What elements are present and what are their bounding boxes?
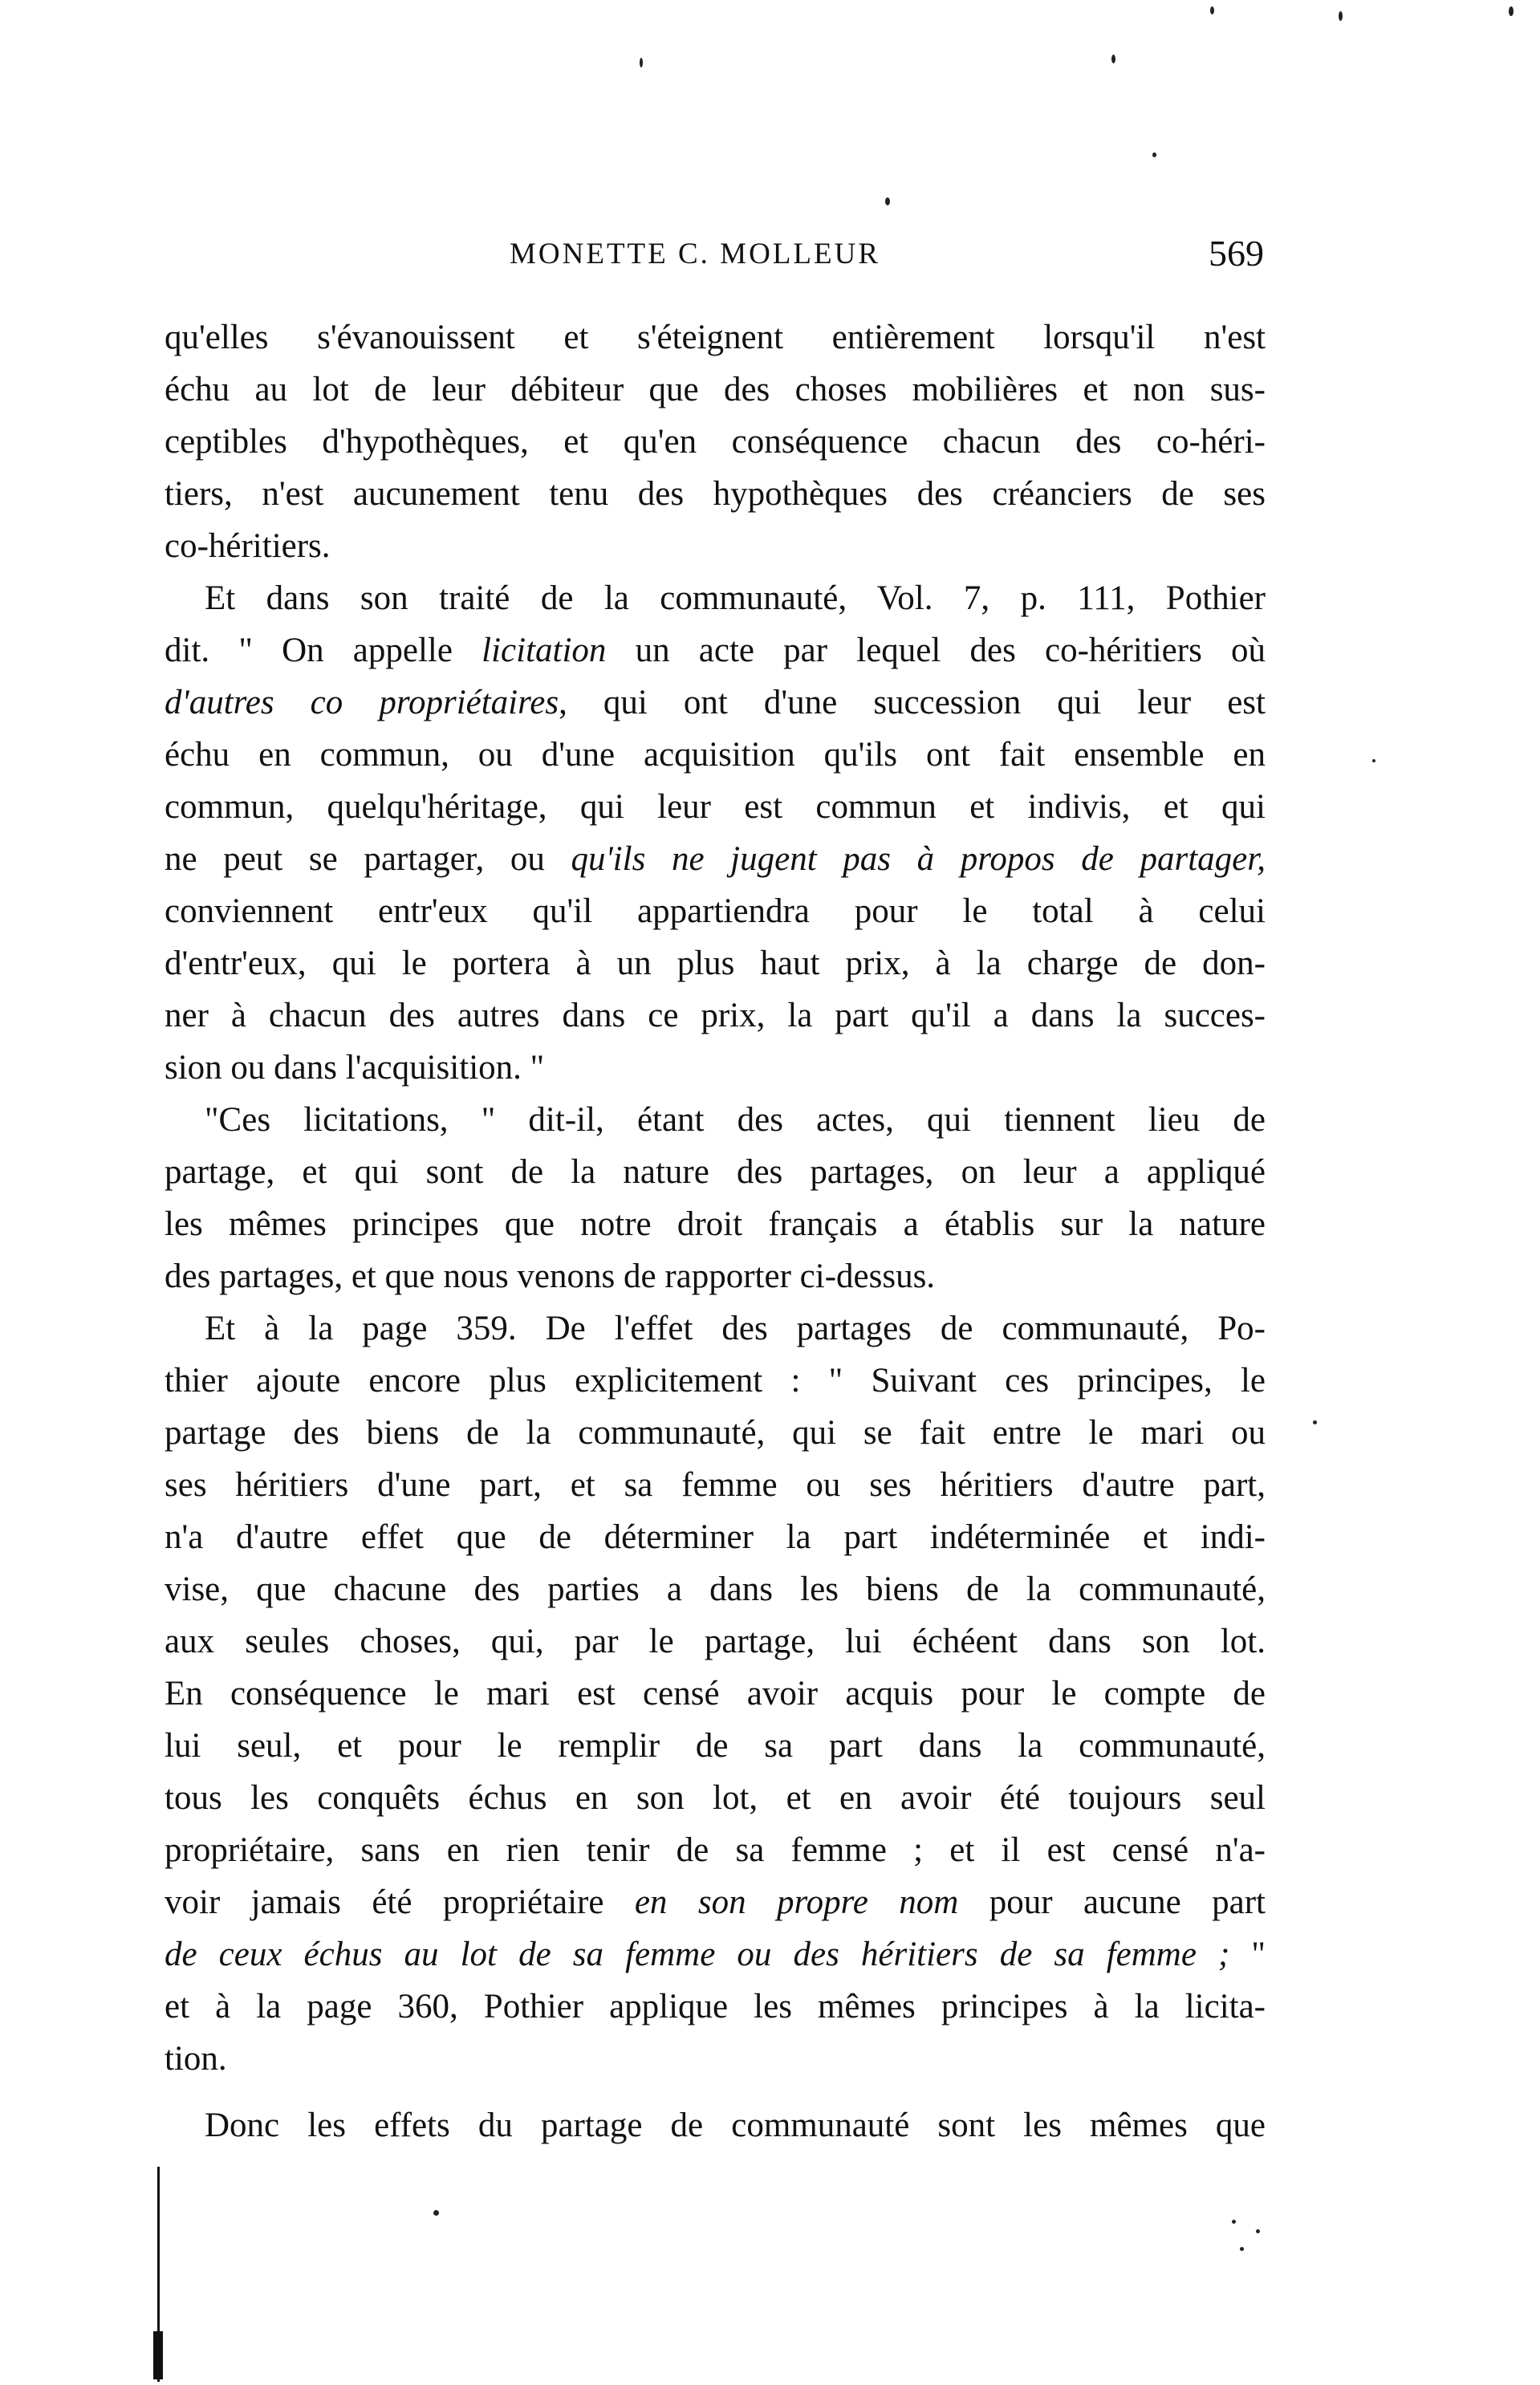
text-segment: co-héritiers. <box>165 527 331 565</box>
text-segment: aux seules choses, qui, par le partage, lui échéent dans son lot. <box>165 1623 1266 1660</box>
text-line <box>165 468 1266 520</box>
text-segment: et à la page 360, Pothier applique les mêmes principes à la licita- <box>165 1988 1266 2025</box>
text-segment: ne peut se partager, ou <box>165 840 571 878</box>
text-line <box>165 624 1266 676</box>
scan-speck <box>885 197 890 205</box>
text-line <box>165 1772 1266 1824</box>
text-line <box>165 989 1266 1042</box>
italic-text: licitation <box>482 632 607 669</box>
scan-speck <box>433 2210 439 2216</box>
scan-speck <box>1152 152 1156 157</box>
text-line <box>165 1302 1266 1355</box>
text-segment: ses héritiers d'une part, et sa femme ou ses héritiers d'autre part, <box>165 1466 1266 1504</box>
text-line <box>165 1928 1266 1981</box>
text-line <box>165 1094 1266 1146</box>
text-line <box>165 1042 1266 1094</box>
text-segment: lui seul, et pour le remplir de sa part dans la communauté, <box>165 1727 1266 1765</box>
text-line <box>165 1668 1266 1720</box>
scan-speck <box>1232 2220 1236 2224</box>
text-segment: En conséquence le mari est censé avoir acquis pour le compte de <box>165 1675 1266 1713</box>
italic-text: de ceux échus au lot de sa femme ou des héritiers de sa femme ; <box>165 1936 1230 1973</box>
text-segment: Donc les effets du partage de communauté sont les mêmes que <box>205 2107 1266 2144</box>
running-head-title: MONETTE C. MOLLEUR <box>510 238 880 270</box>
text-line <box>165 1511 1266 1563</box>
text-segment: sion ou dans l'acquisition. " <box>165 1049 545 1087</box>
text-line <box>165 1146 1266 1198</box>
scan-speck <box>1313 1420 1317 1424</box>
scan-speck <box>1240 2247 1244 2251</box>
text-segment: tion. <box>165 2040 227 2078</box>
text-line <box>165 1981 1266 2033</box>
scan-speck <box>1339 11 1343 21</box>
text-line <box>165 311 1266 364</box>
text-segment: propriétaire, sans en rien tenir de sa femme ; et il est censé n'a- <box>165 1831 1266 1869</box>
text-segment: qu'elles s'évanouissent et s'éteignent entièrement lorsqu'il n'est <box>165 319 1266 356</box>
text-segment: d'entr'eux, qui le portera à un plus haut prix, à la charge de don- <box>165 945 1266 982</box>
italic-text: d'autres co propriétaires <box>165 684 559 721</box>
italic-text: en son propre nom <box>634 1883 959 1921</box>
text-segment: partage, et qui sont de la nature des partages, on leur a appliqué <box>165 1153 1266 1191</box>
text-segment: partage des biens de la communauté, qui se fait entre le mari ou <box>165 1414 1266 1452</box>
scan-speck <box>1111 55 1115 63</box>
text-segment: , qui ont d'une succession qui leur est <box>559 684 1266 721</box>
text-line <box>165 1563 1266 1615</box>
scan-speck <box>1256 2229 1260 2233</box>
text-line <box>165 676 1266 729</box>
scan-edge-mark <box>153 2331 163 2379</box>
text-segment: conviennent entr'eux qu'il appartiendra pour le total à celui <box>165 892 1266 930</box>
text-line <box>165 833 1266 885</box>
text-line <box>165 2033 1266 2085</box>
text-line <box>165 729 1266 781</box>
text-segment: vise, que chacune des parties a dans les biens de la communauté, <box>165 1570 1266 1608</box>
text-line <box>165 364 1266 416</box>
text-segment: n'a d'autre effet que de déterminer la part indéterminée et indi- <box>165 1518 1266 1556</box>
scan-speck <box>1210 6 1214 14</box>
text-segment: " <box>1229 1936 1266 1973</box>
text-line <box>165 2099 1266 2151</box>
scan-speck <box>640 58 643 67</box>
text-line <box>165 1720 1266 1772</box>
scan-speck <box>1509 6 1514 16</box>
text-segment: Et à la page 359. De l'effet des partages de communauté, Po- <box>205 1310 1266 1347</box>
text-segment: ner à chacun des autres dans ce prix, la part qu'il a dans la succes- <box>165 997 1266 1034</box>
text-segment: échu en commun, ou d'une acquisition qu'ils ont fait ensemble en <box>165 736 1266 774</box>
text-segment: ceptibles d'hypothèques, et qu'en conséquence chacun des co-héri- <box>165 423 1266 461</box>
text-segment: thier ajoute encore plus explicitement : " Suivant ces principes, le <box>165 1362 1266 1400</box>
running-head <box>317 233 1272 285</box>
text-line <box>165 885 1266 937</box>
page-number: 569 <box>1209 233 1264 274</box>
text-segment: des partages, et que nous venons de rapporter ci-dessus. <box>165 1258 936 1295</box>
italic-text: qu'ils ne jugent pas à propos de partager, <box>571 840 1266 878</box>
text-segment: les mêmes principes que notre droit français a établis sur la nature <box>165 1205 1266 1243</box>
scan-speck <box>1372 759 1375 762</box>
text-segment: tous les conquêts échus en son lot, et en avoir été toujours seul <box>165 1779 1266 1817</box>
text-line <box>165 520 1266 572</box>
text-line <box>165 416 1266 468</box>
text-segment: un acte par lequel des co-héritiers où <box>606 632 1266 669</box>
text-segment: Et dans son traité de la communauté, Vol. 7, p. 111, Pothier <box>205 579 1266 617</box>
text-segment: dit. " On appelle <box>165 632 482 669</box>
text-segment: échu au lot de leur débiteur que des choses mobilières et non sus- <box>165 371 1266 408</box>
text-line <box>165 1250 1266 1302</box>
text-segment: "Ces licitations, " dit-il, étant des actes, qui tiennent lieu de <box>205 1101 1266 1139</box>
body-text <box>165 311 1266 2151</box>
text-line <box>165 937 1266 989</box>
text-line <box>165 1198 1266 1250</box>
text-segment: commun, quelqu'héritage, qui leur est commun et indivis, et qui <box>165 788 1266 826</box>
text-line <box>165 572 1266 624</box>
text-line <box>165 1824 1266 1876</box>
text-line <box>165 1615 1266 1668</box>
text-line <box>165 781 1266 833</box>
text-segment: voir jamais été propriétaire <box>165 1883 635 1921</box>
text-line <box>165 1407 1266 1459</box>
text-line <box>165 1355 1266 1407</box>
text-line <box>165 1876 1266 1928</box>
text-segment: tiers, n'est aucunement tenu des hypothèques des créanciers de ses <box>165 475 1266 513</box>
text-segment: pour aucune part <box>958 1883 1266 1921</box>
text-line <box>165 1459 1266 1511</box>
